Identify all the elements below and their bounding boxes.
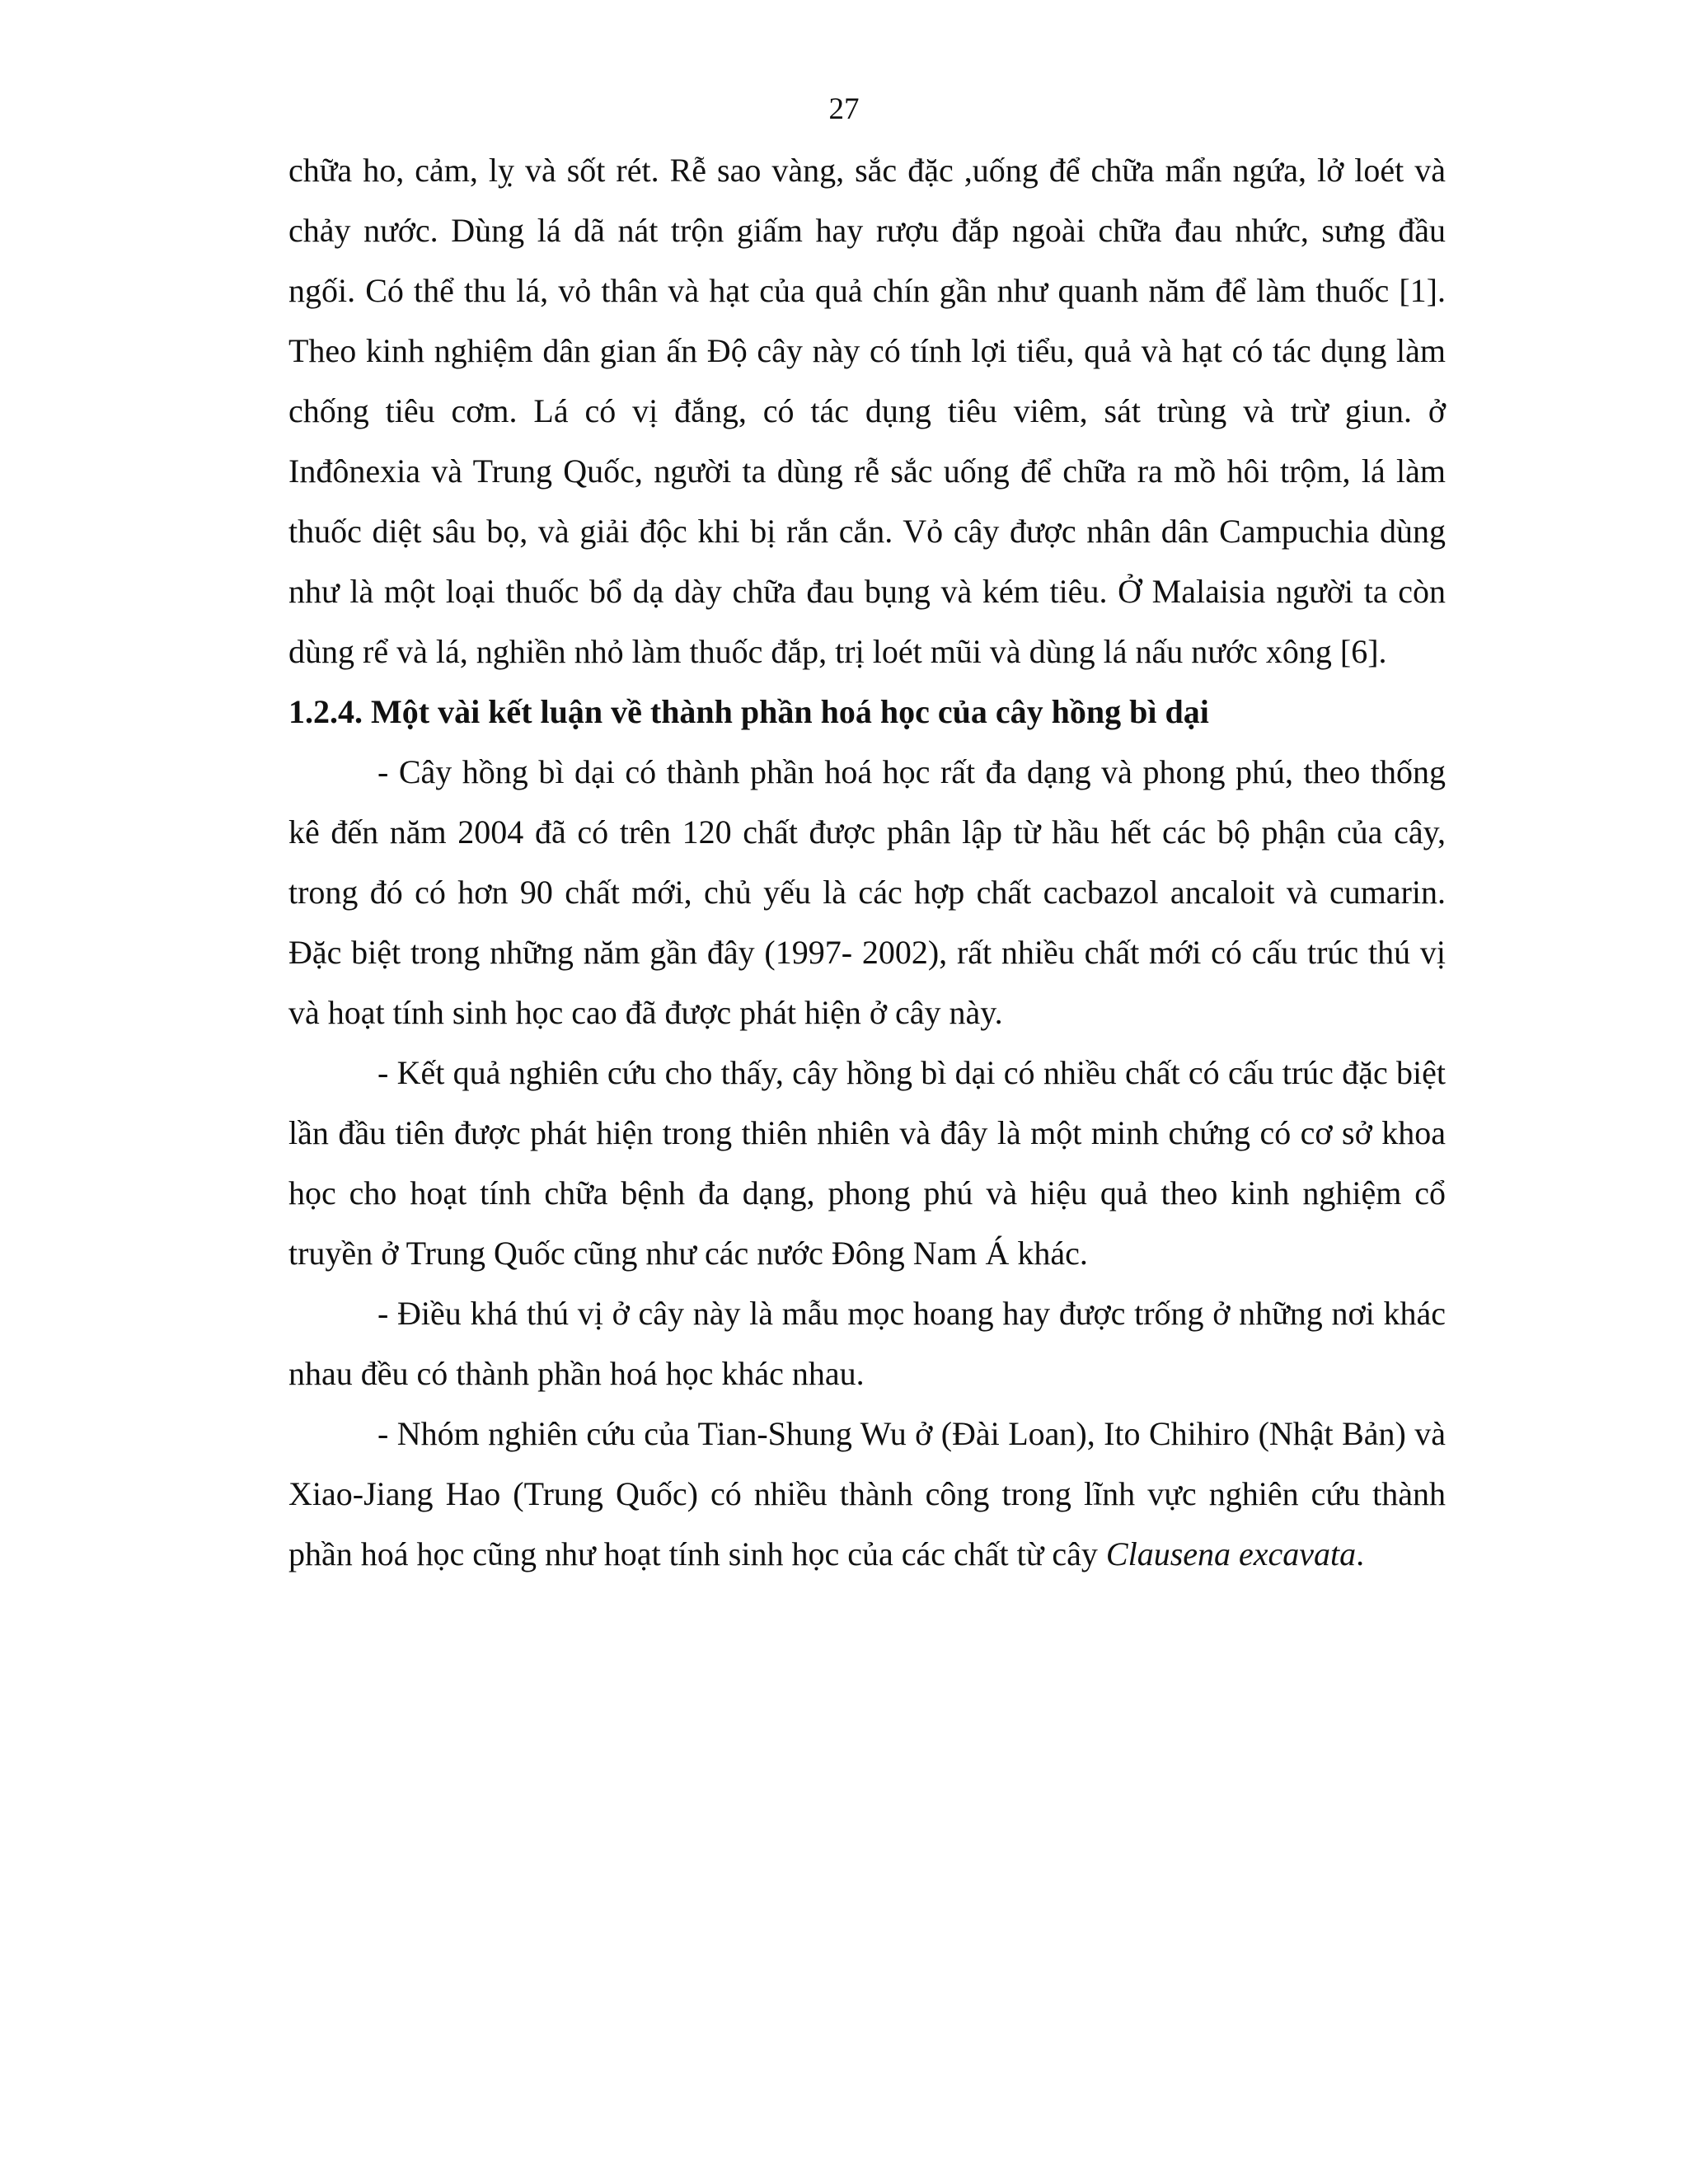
species-name: Clausena excavata (1105, 1535, 1357, 1572)
paragraph-intro: chữa ho, cảm, lỵ và sốt rét. Rễ sao vàng, sắc đặc ,uống để chữa mẩn ngứa, lở loét và chảy nước. Dùng lá dã nát trộn giấm hay rượu đắp ngoài chữa đau nhức, sưng đầu ngối. Có thể thu lá, vỏ thân và hạt của quả chín gần như quanh năm để làm thuốc [1]. Theo kinh nghiệm dân gian ấn Độ cây này có tính lợi tiểu, quả và hạt có tác dụng làm chống tiêu cơm. Lá có vị đắng, có tác dụng tiêu viêm, sát trùng và trừ giun. ở Inđônexia và Trung Quốc, người ta dùng rễ sắc uống để chữa ra mồ hôi trộm, lá làm thuốc diệt sâu bọ, và giải độc khi bị rắn cắn. Vỏ cây được nhân dân Campuchia dùng như là một loại thuốc bổ dạ dày chữa đau bụng và kém tiêu. Ở Malaisia người ta còn dùng rể và lá, nghiền nhỏ làm thuốc đắp, trị loét mũi và dùng lá nấu nước xông [6]. (288, 152, 1446, 670)
paragraph-research-groups (288, 1404, 1446, 1584)
document-body (288, 140, 1446, 1584)
paragraph-end-period: . (1356, 1535, 1365, 1572)
paragraph-growth-location: - Điều khá thú vị ở cây này là mẫu mọc hoang hay được trống ở những nơi khác nhau đều có thành phần hoá học khác nhau. (288, 1295, 1446, 1392)
page-number: 27 (828, 92, 860, 126)
paragraph-research-groups-text: - Nhóm nghiên cứu của Tian-Shung Wu ở (Đài Loan), Ito Chihiro (Nhật Bản) và Xiao-Jiang Hao (Trung Quốc) có nhiều thành công trong lĩnh vực nghiên cứu thành phần hoá học cũng như hoạt tính sinh học của các chất từ cây (288, 1415, 1446, 1572)
section-heading: 1.2.4. Một vài kết luận về thành phần hoá học của cây hồng bì dại (288, 693, 1209, 730)
paragraph-diversity: - Cây hồng bì dại có thành phần hoá học rất đa dạng và phong phú, theo thống kê đến năm 2004 đã có trên 120 chất được phân lập từ hầu hết các bộ phận của cây, trong đó có hơn 90 chất mới, chủ yếu là các hợp chất cacbazol ancaloit và cumarin. Đặc biệt trong những năm gần đây (1997- 2002), rất nhiều chất mới có cấu trúc thú vị và hoạt tính sinh học cao đã được phát hiện ở cây này. (288, 753, 1446, 1031)
paragraph-research-results: - Kết quả nghiên cứu cho thấy, cây hồng bì dại có nhiều chất có cấu trúc đặc biệt lần đầu tiên được phát hiện trong thiên nhiên và đây là một minh chứng có cơ sở khoa học cho hoạt tính chữa bệnh đa dạng, phong phú và hiệu quả theo kinh nghiệm cổ truyền ở Trung Quốc cũng như các nước Đông Nam Á khác. (288, 1054, 1446, 1272)
